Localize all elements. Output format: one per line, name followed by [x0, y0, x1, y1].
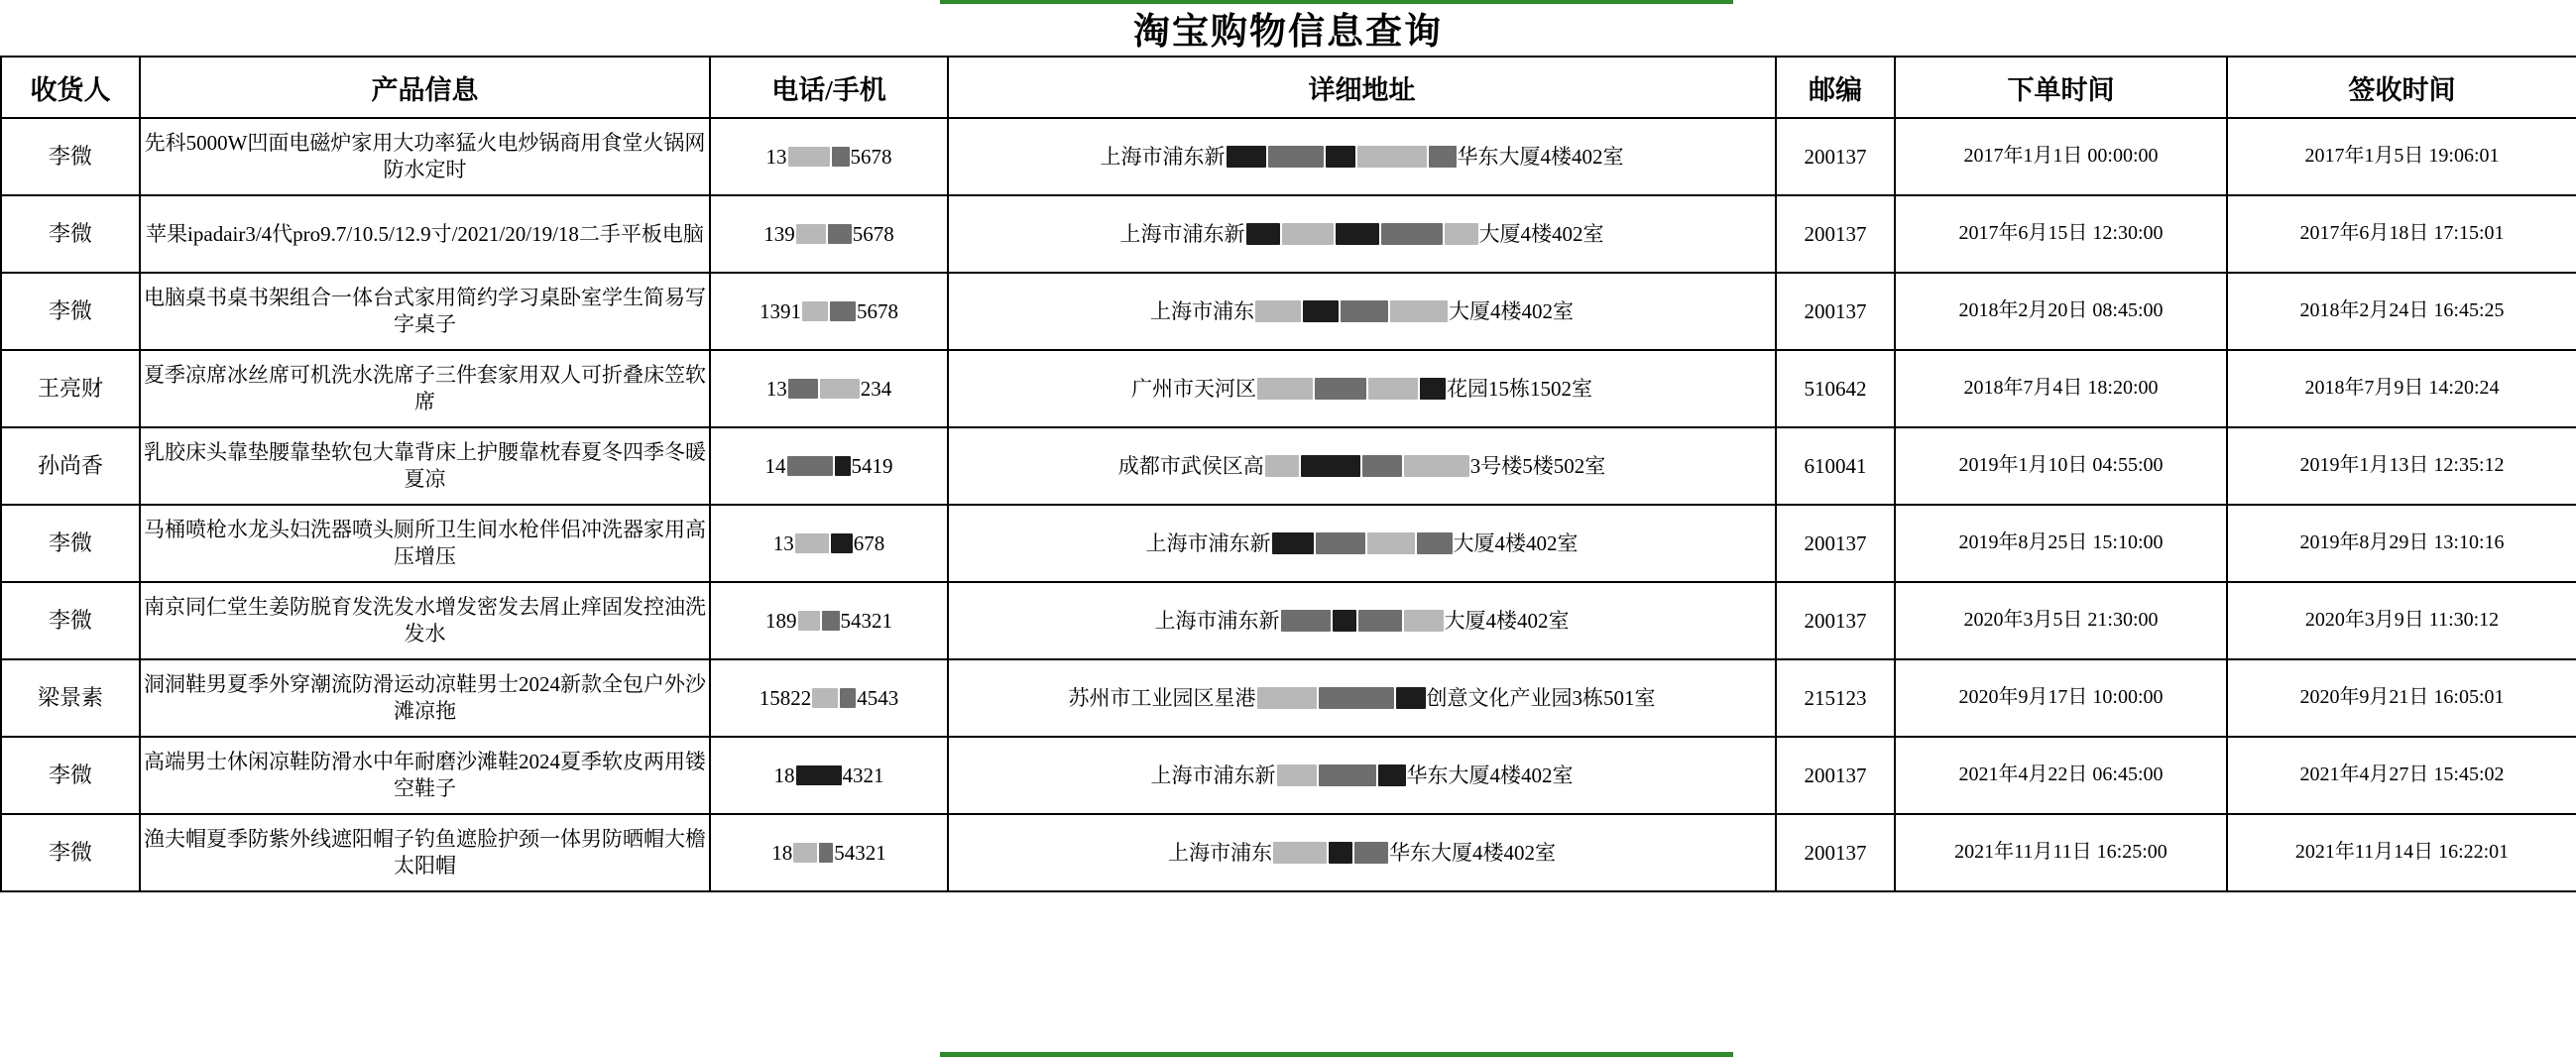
redaction-block	[1316, 532, 1365, 554]
cell-address	[948, 427, 1776, 505]
redaction-block	[1326, 146, 1355, 168]
cell-zipcode: 200137	[1776, 737, 1895, 814]
cell-order-time: 2021年4月22日 06:45:00	[1895, 737, 2227, 814]
cell-recipient: 孙尚香	[1, 427, 140, 505]
redaction-block	[840, 688, 856, 708]
column-header-phone: 电话/手机	[710, 57, 948, 118]
table-row	[1, 659, 2576, 737]
cell-phone	[710, 427, 948, 505]
redaction-block	[819, 843, 833, 863]
redaction-block	[1336, 223, 1379, 245]
redaction-block	[1341, 300, 1388, 322]
address-suffix: 华东大厦4楼402室	[1389, 840, 1556, 865]
phone-prefix: 189	[765, 608, 797, 633]
redaction-block	[1445, 223, 1478, 245]
cell-recipient: 李微	[1, 814, 140, 891]
cell-sign-time: 2017年1月5日 19:06:01	[2227, 118, 2576, 195]
cell-product: 洞洞鞋男夏季外穿潮流防滑运动凉鞋男士2024新款全包户外沙滩凉拖	[140, 659, 710, 737]
phone-suffix: 5678	[850, 144, 892, 169]
cell-recipient: 王亮财	[1, 350, 140, 427]
orders-table	[0, 56, 2576, 892]
cell-address	[948, 350, 1776, 427]
phone-suffix: 54321	[834, 840, 886, 865]
redaction-block	[793, 843, 817, 863]
redaction-block	[1281, 610, 1331, 632]
redaction-block	[822, 611, 840, 631]
address-suffix: 大厦4楼402室	[1478, 221, 1604, 246]
address-prefix: 广州市天河区	[1131, 376, 1256, 401]
cell-zipcode: 200137	[1776, 118, 1895, 195]
table-body	[1, 118, 2576, 891]
redaction-block	[1319, 687, 1394, 709]
phone-suffix: 54321	[840, 608, 892, 633]
cell-zipcode: 200137	[1776, 195, 1895, 273]
redaction-block	[1257, 378, 1313, 400]
address-suffix: 大厦4楼402室	[1453, 530, 1579, 555]
redaction-block	[828, 224, 852, 244]
phone-prefix: 15822	[759, 685, 812, 710]
cell-phone	[710, 118, 948, 195]
redaction-block	[788, 379, 818, 399]
redaction-block	[1357, 146, 1427, 168]
cell-product: 夏季凉席冰丝席可机洗水洗席子三件套家用双人可折叠床笠软席	[140, 350, 710, 427]
cell-zipcode: 200137	[1776, 814, 1895, 891]
redaction-block	[835, 456, 851, 476]
phone-prefix: 13	[772, 530, 794, 555]
address-prefix: 苏州市工业园区星港	[1068, 685, 1256, 710]
cell-product: 先科5000W凹面电磁炉家用大功率猛火电炒锅商用食堂火锅网防水定时	[140, 118, 710, 195]
title-bar	[0, 0, 2576, 56]
cell-recipient: 李微	[1, 273, 140, 350]
cell-recipient: 李微	[1, 505, 140, 582]
redaction-block	[1429, 146, 1457, 168]
cell-address	[948, 737, 1776, 814]
cell-zipcode: 200137	[1776, 582, 1895, 659]
cell-recipient: 李微	[1, 737, 140, 814]
cell-address	[948, 505, 1776, 582]
redaction-block	[1227, 146, 1266, 168]
table-row	[1, 814, 2576, 891]
phone-prefix: 1391	[760, 298, 801, 323]
cell-product: 高端男士休闲凉鞋防滑水中年耐磨沙滩鞋2024夏季软皮两用镂空鞋子	[140, 737, 710, 814]
column-header-zipcode: 邮编	[1776, 57, 1895, 118]
redaction-block	[1319, 764, 1376, 786]
redaction-block	[1417, 532, 1453, 554]
cell-address	[948, 273, 1776, 350]
column-header-product: 产品信息	[140, 57, 710, 118]
table-header	[1, 57, 2576, 118]
cell-phone	[710, 350, 948, 427]
cell-order-time: 2020年3月5日 21:30:00	[1895, 582, 2227, 659]
redaction-block	[1404, 610, 1444, 632]
redaction-block	[1277, 764, 1317, 786]
redaction-block	[1255, 300, 1301, 322]
cell-phone	[710, 659, 948, 737]
redaction-block	[1282, 223, 1334, 245]
cell-address	[948, 118, 1776, 195]
redaction-block	[802, 301, 828, 321]
cell-recipient: 梁景素	[1, 659, 140, 737]
redaction-block	[796, 224, 826, 244]
redaction-block	[1358, 610, 1402, 632]
table-row	[1, 350, 2576, 427]
cell-address	[948, 195, 1776, 273]
cell-phone	[710, 195, 948, 273]
cell-sign-time: 2021年11月14日 16:22:01	[2227, 814, 2576, 891]
cell-order-time: 2018年7月4日 18:20:00	[1895, 350, 2227, 427]
cell-phone	[710, 273, 948, 350]
cell-phone	[710, 505, 948, 582]
table-row	[1, 582, 2576, 659]
address-prefix: 上海市浦东新	[1145, 530, 1271, 555]
redaction-block	[1265, 455, 1299, 477]
address-suffix: 大厦4楼402室	[1444, 608, 1570, 633]
phone-suffix: 234	[860, 376, 892, 401]
bottom-accent-bar	[940, 1052, 1733, 1057]
redaction-block	[1272, 532, 1314, 554]
address-prefix: 上海市浦东新	[1150, 763, 1276, 787]
cell-sign-time: 2018年7月9日 14:20:24	[2227, 350, 2576, 427]
redaction-block	[1329, 842, 1352, 864]
column-header-sign-time: 签收时间	[2227, 57, 2576, 118]
cell-product: 乳胶床头靠垫腰靠垫软包大靠背床上护腰靠枕春夏冬四季冬暖夏凉	[140, 427, 710, 505]
address-suffix: 华东大厦4楼402室	[1457, 144, 1624, 169]
cell-order-time: 2019年8月25日 15:10:00	[1895, 505, 2227, 582]
address-prefix: 成都市武侯区高	[1117, 453, 1264, 478]
cell-order-time: 2017年1月1日 00:00:00	[1895, 118, 2227, 195]
table-row	[1, 273, 2576, 350]
phone-prefix: 139	[763, 221, 795, 246]
redaction-block	[1273, 842, 1327, 864]
redaction-block	[1381, 223, 1443, 245]
redaction-block	[1354, 842, 1388, 864]
table-row	[1, 737, 2576, 814]
cell-zipcode: 200137	[1776, 505, 1895, 582]
redaction-block	[795, 533, 829, 553]
address-prefix: 上海市浦东新	[1119, 221, 1245, 246]
cell-product: 苹果ipadair3/4代pro9.7/10.5/12.9寸/2021/20/19/18二手平板电脑	[140, 195, 710, 273]
table-header-row	[1, 57, 2576, 118]
redaction-block	[1303, 300, 1339, 322]
redaction-block	[1315, 378, 1366, 400]
phone-suffix: 5419	[851, 453, 893, 478]
cell-zipcode: 215123	[1776, 659, 1895, 737]
phone-suffix: 4321	[842, 763, 884, 787]
address-prefix: 上海市浦东新	[1100, 144, 1226, 169]
phone-prefix: 14	[764, 453, 786, 478]
phone-suffix: 678	[853, 530, 885, 555]
phone-suffix: 4543	[857, 685, 899, 710]
top-accent-bar	[940, 0, 1733, 4]
cell-recipient: 李微	[1, 582, 140, 659]
cell-product: 南京同仁堂生姜防脱育发洗发水增发密发去屑止痒固发控油洗发水	[140, 582, 710, 659]
cell-address	[948, 659, 1776, 737]
column-header-recipient: 收货人	[1, 57, 140, 118]
cell-phone	[710, 814, 948, 891]
address-suffix: 华东大厦4楼402室	[1406, 763, 1574, 787]
redaction-block	[1368, 378, 1418, 400]
address-prefix: 上海市浦东	[1168, 840, 1272, 865]
cell-phone	[710, 737, 948, 814]
redaction-block	[812, 688, 838, 708]
redaction-block	[787, 456, 833, 476]
redaction-block	[1390, 300, 1448, 322]
cell-sign-time: 2018年2月24日 16:45:25	[2227, 273, 2576, 350]
redaction-block	[796, 765, 842, 785]
redaction-block	[1367, 532, 1415, 554]
redaction-block	[798, 611, 820, 631]
cell-zipcode: 510642	[1776, 350, 1895, 427]
cell-zipcode: 200137	[1776, 273, 1895, 350]
cell-phone	[710, 582, 948, 659]
redaction-block	[1396, 687, 1426, 709]
redaction-block	[1246, 223, 1280, 245]
cell-product: 马桶喷枪水龙头妇洗器喷头厕所卫生间水枪伴侣冲洗器家用高压增压	[140, 505, 710, 582]
phone-prefix: 13	[765, 144, 787, 169]
cell-product: 电脑桌书桌书架组合一体台式家用简约学习桌卧室学生简易写字桌子	[140, 273, 710, 350]
address-suffix: 花园15栋1502室	[1447, 376, 1592, 401]
cell-order-time: 2017年6月15日 12:30:00	[1895, 195, 2227, 273]
address-suffix: 创意文化产业园3栋501室	[1426, 685, 1656, 710]
phone-prefix: 18	[773, 763, 795, 787]
cell-zipcode: 610041	[1776, 427, 1895, 505]
phone-prefix: 13	[765, 376, 787, 401]
table-row	[1, 505, 2576, 582]
cell-sign-time: 2020年9月21日 16:05:01	[2227, 659, 2576, 737]
cell-product: 渔夫帽夏季防紫外线遮阳帽子钓鱼遮脸护颈一体男防晒帽大檐太阳帽	[140, 814, 710, 891]
table-row	[1, 195, 2576, 273]
redaction-block	[832, 147, 850, 167]
cell-order-time: 2020年9月17日 10:00:00	[1895, 659, 2227, 737]
redaction-block	[788, 147, 830, 167]
cell-sign-time: 2017年6月18日 17:15:01	[2227, 195, 2576, 273]
address-prefix: 上海市浦东新	[1154, 608, 1280, 633]
redaction-block	[831, 533, 853, 553]
redaction-block	[1362, 455, 1402, 477]
redaction-block	[830, 301, 856, 321]
phone-suffix: 5678	[857, 298, 898, 323]
cell-address	[948, 814, 1776, 891]
cell-recipient: 李微	[1, 118, 140, 195]
cell-sign-time: 2019年8月29日 13:10:16	[2227, 505, 2576, 582]
table-row	[1, 118, 2576, 195]
redaction-block	[1301, 455, 1360, 477]
redaction-block	[1420, 378, 1446, 400]
cell-sign-time: 2020年3月9日 11:30:12	[2227, 582, 2576, 659]
column-header-order-time: 下单时间	[1895, 57, 2227, 118]
address-suffix: 3号楼5楼502室	[1469, 453, 1606, 478]
cell-order-time: 2018年2月20日 08:45:00	[1895, 273, 2227, 350]
cell-address	[948, 582, 1776, 659]
address-suffix: 大厦4楼402室	[1449, 298, 1574, 323]
redaction-block	[1257, 687, 1317, 709]
table-row	[1, 427, 2576, 505]
cell-order-time: 2019年1月10日 04:55:00	[1895, 427, 2227, 505]
phone-suffix: 5678	[852, 221, 894, 246]
column-header-address: 详细地址	[948, 57, 1776, 118]
redaction-block	[1378, 764, 1406, 786]
redaction-block	[820, 379, 860, 399]
cell-recipient: 李微	[1, 195, 140, 273]
cell-order-time: 2021年11月11日 16:25:00	[1895, 814, 2227, 891]
phone-prefix: 18	[771, 840, 793, 865]
address-prefix: 上海市浦东	[1150, 298, 1254, 323]
page-title: 淘宝购物信息查询	[1133, 12, 1443, 53]
redaction-block	[1268, 146, 1324, 168]
redaction-block	[1333, 610, 1356, 632]
cell-sign-time: 2021年4月27日 15:45:02	[2227, 737, 2576, 814]
cell-sign-time: 2019年1月13日 12:35:12	[2227, 427, 2576, 505]
redaction-block	[1404, 455, 1469, 477]
